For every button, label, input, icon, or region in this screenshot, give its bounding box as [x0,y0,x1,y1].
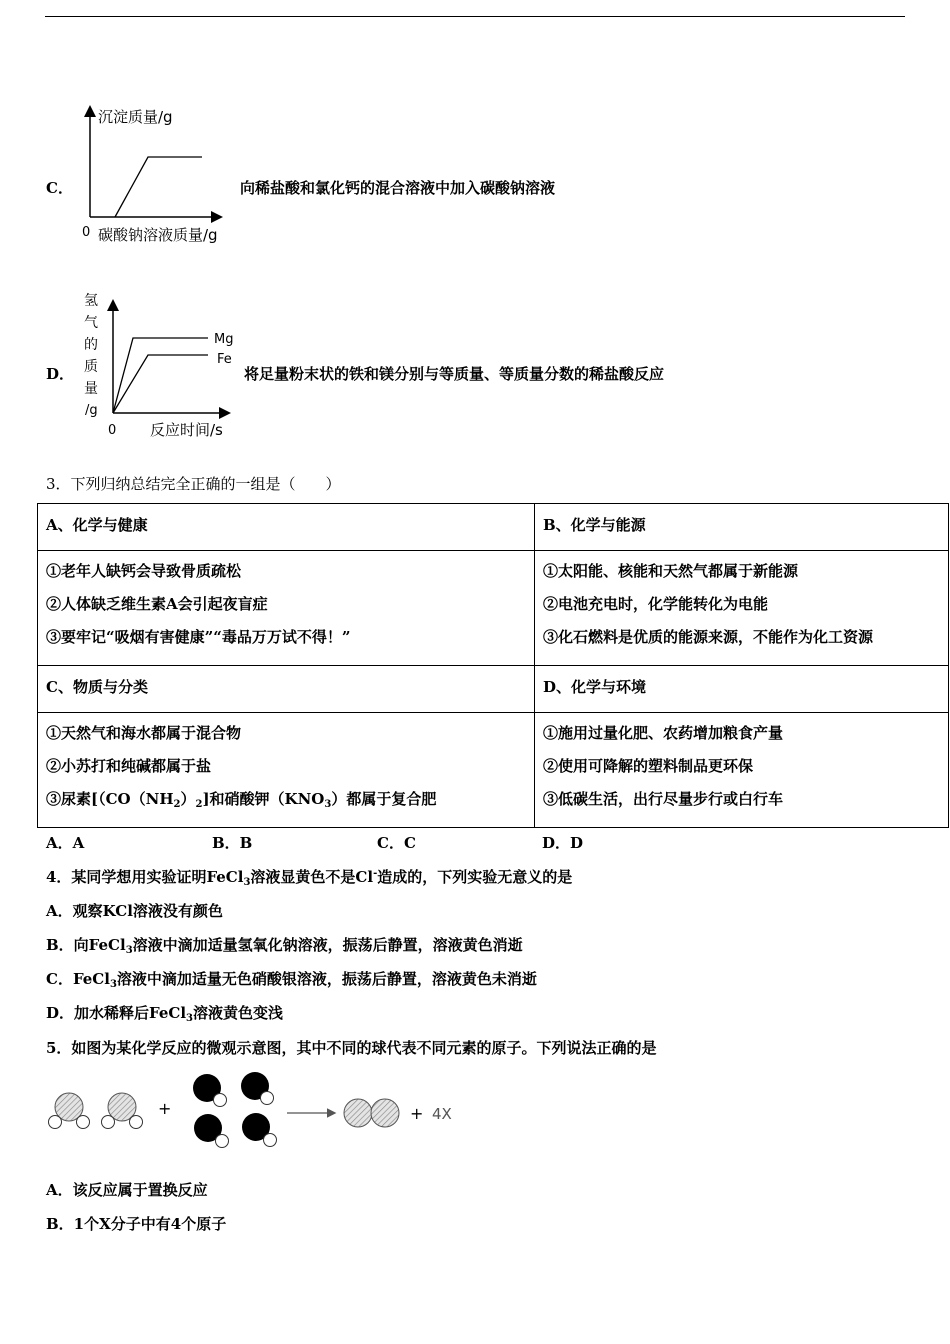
plus-sign: + [158,1099,172,1118]
x-axis-label: 反应时间/s [150,421,223,439]
list-item: ②人体缺乏维生素A会引起夜盲症 [46,595,268,613]
product-x-label: 4X [432,1105,452,1123]
list-item: ②使用可降解的塑料制品更环保 [543,757,754,775]
option-c-graph [70,100,250,250]
q4-option-a: A．观察KCl溶液没有颜色 [46,902,223,920]
list-item: ①施用过量化肥、农药增加粮食产量 [543,724,784,742]
reactant-molecule [193,1074,227,1107]
precipitate-curve [115,157,202,217]
option-c-label: C． [46,179,73,197]
q3-answer-d: D．D [542,834,584,852]
list-item: ③低碳生活，出行尽量步行或白行车 [543,790,784,808]
option-d-text: 将足量粉末状的铁和镁分别与等质量、等质量分数的稀盐酸反应 [244,365,665,383]
list-item: ②小苏打和纯碱都属于盐 [46,757,212,775]
q3-table [37,503,949,828]
option-d-label: D． [46,365,75,383]
reaction-diagram [40,1066,470,1158]
q4-option-d: D．加水稀释后FeCl$_3$溶液黄色变浅 [46,1004,284,1024]
header-rule [45,16,905,17]
y-label-char: 氢 [84,293,98,309]
q5-stem: 5．如图为某化学反应的微观示意图，其中不同的球代表不同元素的原子。下列说法正确的是 [46,1039,657,1057]
list-item: ③化石燃料是优质的能源来源，不能作为化工资源 [543,628,874,646]
cell-d-body [535,713,949,828]
cell-c-body [38,713,535,828]
y-label-char: 质 [84,359,98,375]
y-label-char: 量 [84,381,98,397]
q3-stem: 3．下列归纳总结完全正确的一组是（ ） [46,475,341,493]
list-item: ③要牢记“吸烟有害健康”“毒品万万试不得！” [46,628,351,646]
q4-option-c: C．FeCl$_3$溶液中滴加适量无色硝酸银溶液，振荡后静置，溶液黄色未消逝 [46,970,537,990]
reactant-molecule [102,1093,143,1129]
fe-label: Fe [217,352,232,367]
origin-label: 0 [82,225,91,240]
y-label-char: 的 [84,337,98,353]
option-d-graph [78,288,248,443]
reactant-molecule [194,1114,229,1148]
q4-stem: 4．某同学想用实验证明FeCl$_3$溶液显黄色不是Cl-造成的，下列实验无意义的是 [46,868,573,888]
q3-answer-c: C．C [377,834,416,852]
list-item: ①老年人缺钙会导致骨质疏松 [46,562,242,580]
product-molecule [344,1099,399,1127]
fe-curve [113,355,208,413]
q5-option-a: A．该反应属于置换反应 [46,1181,208,1199]
y-label-char: 气 [84,315,98,331]
product-plus-sign: + [410,1104,424,1123]
mg-label: Mg [214,332,234,347]
y-axis-label: 沉淀质量/g [98,108,173,126]
cell-b-body [535,551,949,666]
mg-curve [113,338,208,413]
list-item: ③尿素[$(CO(NH_2)_2]$和硝酸钾$(KNO_3)$都属于复合肥 [46,790,437,810]
origin-label: 0 [108,423,117,438]
list-item: ②电池充电时，化学能转化为电能 [543,595,769,613]
y-label-char: /g [85,403,98,418]
reactant-molecule [242,1113,277,1147]
cell-c-title: C、物质与分类 [38,666,535,713]
q5-option-b: B．1个X分子中有4个原子 [46,1215,227,1233]
cell-b-title: B、化学与能源 [535,504,949,551]
x-axis-label: 碳酸钠溶液质量/g [98,226,218,244]
cell-a-title: A、化学与健康 [38,504,535,551]
option-c-text: 向稀盐酸和氯化钙的混合溶液中加入碳酸钠溶液 [240,179,556,197]
q3-answer-a: A．A [46,834,85,852]
reactant-molecule [49,1093,90,1129]
q4-option-b: B．向FeCl$_3$溶液中滴加适量氢氧化钠溶液，振荡后静置，溶液黄色消逝 [46,936,523,956]
cell-a-body [38,551,535,666]
list-item: ①太阳能、核能和天然气都属于新能源 [543,562,799,580]
list-item: ①天然气和海水都属于混合物 [46,724,242,742]
reactant-molecule [241,1072,274,1105]
cell-d-title: D、化学与环境 [535,666,949,713]
q3-answer-b: B．B [212,834,253,852]
